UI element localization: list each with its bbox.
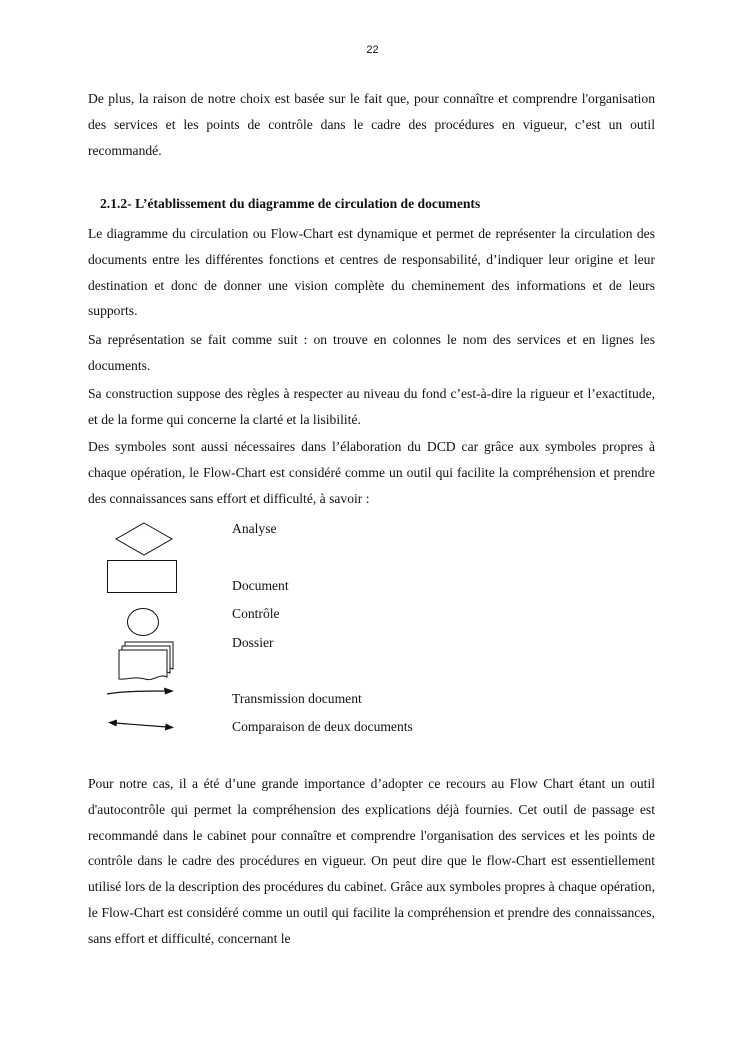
arrow-right-icon bbox=[106, 686, 176, 698]
diamond-icon bbox=[114, 522, 174, 556]
intro-paragraph: De plus, la raison de notre choix est basée sur le fait que, pour connaître et comprendre l'organisation des services et les points de contrôle dans le cadre des procédures en vigueur, c’est un outil recommandé. bbox=[88, 91, 655, 158]
legend-label-controle: Contrôle bbox=[232, 606, 280, 621]
legend-label-transmission: Transmission document bbox=[232, 691, 362, 706]
page-number: 22 bbox=[366, 44, 379, 56]
legend-label-comparaison: Comparaison de deux documents bbox=[232, 719, 413, 734]
body-paragraph: Sa représentation se fait comme suit : on trouve en colonnes le nom des services et en lignes les documents. bbox=[88, 332, 655, 373]
section-heading: 2.1.2- L’établissement du diagramme de circulation de documents bbox=[100, 196, 481, 211]
circle-icon bbox=[126, 607, 160, 637]
stacked-documents-icon bbox=[117, 641, 175, 684]
closing-paragraph: Pour notre cas, il a été d’une grande importance d’adopter ce recours au Flow Chart étant un outil d'autocontrôle qui permet la compréhension des explications déjà fournies. Cet outil de passage est recommandé dans le cabinet pour connaître et comprendre l'organisation des services et les points de contrôle dans le cadre des procédures en vigueur. On peut dire que le flow-Chart est essentiellement utilisé lors de la description des procédures du cabinet. Grâce aux symboles propres à chaque opération, le Flow-Chart est considéré comme un outil qui facilite la compréhension et prendre des connaissances, sans effort et difficulté, concernant le bbox=[88, 776, 655, 946]
body-paragraph: Des symboles sont aussi nécessaires dans l’élaboration du DCD car grâce aux symboles propres à chaque opération, le Flow-Chart est considéré comme un outil qui facilite la compréhension et prendre des connaissances sans effort et difficulté, à savoir : bbox=[88, 439, 655, 506]
legend-label-analyse: Analyse bbox=[232, 521, 277, 536]
legend-label-document: Document bbox=[232, 578, 289, 593]
body-paragraph: Sa construction suppose des règles à respecter au niveau du fond c’est-à-dire la rigueur et l’exactitude, et de la forme qui concerne la clarté et la lisibilité. bbox=[88, 386, 655, 427]
rectangle-icon bbox=[107, 560, 178, 594]
double-arrow-icon bbox=[107, 718, 175, 732]
legend-label-dossier: Dossier bbox=[232, 635, 274, 650]
body-paragraph: Le diagramme du circulation ou Flow-Chart est dynamique et permet de représenter la circulation des documents entre les différentes fonctions et centres de responsabilité, d’indiquer leur origine et leur destination et donc de donner une vision complète du cheminement des informations et de leurs supports. bbox=[88, 226, 655, 319]
